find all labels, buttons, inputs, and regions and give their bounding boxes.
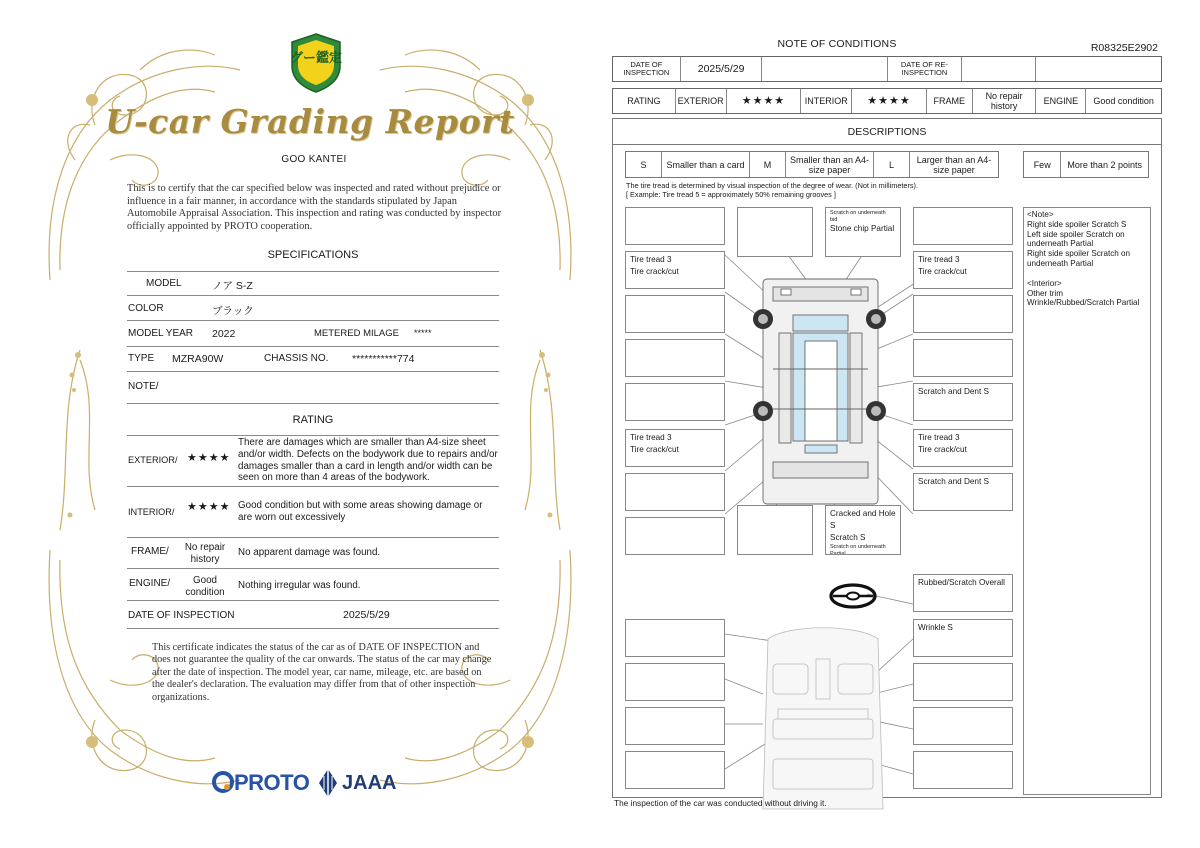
callout-text: Stone chip Partial xyxy=(830,224,895,233)
legend-s-text: Smaller than a card xyxy=(662,152,750,177)
date-of-inspection-value: 2025/5/29 xyxy=(343,609,390,621)
callout-text: Scratch S xyxy=(830,533,866,542)
frame-value: No repair history xyxy=(973,89,1037,113)
callout-empty xyxy=(625,383,725,421)
divider xyxy=(127,486,499,487)
callout-right-front-tire xyxy=(913,251,1013,289)
exterior-label: EXTERIOR/ xyxy=(128,455,178,465)
legend-few-code: Few xyxy=(1024,152,1061,177)
notes-heading: <Note> xyxy=(1027,210,1054,219)
callout-small-text: bid xyxy=(830,216,838,223)
notes-panel xyxy=(1023,207,1151,795)
callout-small-text: Scratch on underneath xyxy=(830,210,886,216)
grading-certificate xyxy=(40,30,580,810)
divider xyxy=(127,320,499,321)
date-of-inspection-label: DATE OF INSPECTION xyxy=(128,610,235,621)
date-of-inspection-value: 2025/5/29 xyxy=(681,57,763,81)
model-value: ノア S-Z xyxy=(212,280,253,292)
callout-text: Tire crack/cut xyxy=(918,445,967,454)
type-value: MZRA90W xyxy=(172,353,224,365)
callout-empty xyxy=(913,751,1013,789)
callout-text: Wrinkle S xyxy=(918,623,953,632)
tire-note-line-2: [ Example: Tire tread 5 = approximately 50% remaining grooves ] xyxy=(626,190,836,200)
note-title: NOTE OF CONDITIONS xyxy=(777,38,897,50)
callout-text: Tire crack/cut xyxy=(630,445,679,454)
color-value: ブラック xyxy=(212,305,254,317)
descriptions-heading: DESCRIPTIONS xyxy=(613,119,1161,145)
callout-empty xyxy=(913,663,1013,701)
callout-interior xyxy=(913,619,1013,657)
inspection-date-row xyxy=(612,56,1162,82)
tire-note-line-1: The tire tread is determined by visual inspection of the degree of wear. (Not in millimeters). xyxy=(626,181,919,190)
callout-empty xyxy=(913,707,1013,745)
callout-text: Tire tread 3 xyxy=(918,255,960,264)
rating-heading: RATING xyxy=(292,414,334,426)
callout-front-center xyxy=(825,207,901,257)
callout-left-rear-tire xyxy=(625,429,725,467)
callout-empty xyxy=(625,207,725,245)
callout-rear-center xyxy=(825,505,901,555)
badge-label: グー鑑定 xyxy=(289,51,343,66)
callout-empty xyxy=(913,295,1013,333)
rating-label: RATING xyxy=(613,89,676,113)
callout-small-text: Scratch on underneath Partial xyxy=(830,544,886,555)
frame-label: FRAME xyxy=(927,89,973,113)
callout-right-rear-dent xyxy=(913,473,1013,511)
steering-wheel-icon xyxy=(831,585,875,607)
callout-text: Tire crack/cut xyxy=(918,267,967,276)
interior-label: INTERIOR/ xyxy=(128,507,175,517)
callout-text: Cracked and Hole S xyxy=(830,509,896,530)
exterior-stars: ★★★★ xyxy=(187,452,231,464)
metered-mileage-value: ***** xyxy=(414,328,432,338)
chassis-value: ***********774 xyxy=(352,353,415,365)
divider xyxy=(127,403,499,404)
divider xyxy=(127,600,499,601)
interior-view-car xyxy=(763,628,883,809)
jaaa-logo xyxy=(318,768,408,798)
interior-item: Other trim xyxy=(1027,288,1063,298)
callout-empty xyxy=(625,473,725,511)
proto-logo-icon xyxy=(212,770,234,794)
callout-text: Tire tread 3 xyxy=(630,433,672,442)
date-of-reinspection-label: DATE OF RE-INSPECTION xyxy=(888,57,962,81)
legend-s-code: S xyxy=(626,152,662,177)
inspection-footnote: The inspection of the car was conducted without driving it. xyxy=(614,798,827,808)
interior-stars: ★★★★ xyxy=(852,89,927,113)
callout-text: Tire tread 3 xyxy=(918,433,960,442)
top-view-car xyxy=(763,279,878,504)
callout-text: Tire crack/cut xyxy=(630,267,679,276)
callout-empty xyxy=(913,207,1013,245)
interior-heading: <Interior> xyxy=(1027,278,1062,288)
engine-label: ENGINE xyxy=(1036,89,1086,113)
callout-empty xyxy=(913,339,1013,377)
note-item: Left side spoiler Scratch on underneath Partial xyxy=(1027,229,1125,249)
callout-empty xyxy=(737,505,813,555)
type-label: TYPE xyxy=(128,353,155,364)
metered-mileage-label: METERED MILAGE xyxy=(314,328,399,339)
divider xyxy=(127,346,499,347)
report-title: U-car Grading Report xyxy=(105,102,515,141)
proto-logo-text: PROTO xyxy=(234,770,310,795)
note-of-conditions xyxy=(612,36,1164,816)
jaaa-logo-text: JAAA xyxy=(342,772,397,794)
legend-few-text: More than 2 points xyxy=(1067,159,1142,170)
callout-right-side-dent xyxy=(913,383,1013,421)
report-subtitle: GOO KANTEI xyxy=(281,154,347,165)
callout-empty xyxy=(625,751,725,789)
color-label: COLOR xyxy=(128,303,164,314)
reference-number: R08325E2902 xyxy=(1090,42,1158,54)
chassis-label: CHASSIS NO. xyxy=(264,353,329,364)
exterior-label: EXTERIOR xyxy=(676,89,727,113)
callout-text: Scratch and Dent S xyxy=(918,477,989,486)
callout-left-front-tire xyxy=(625,251,725,289)
callout-steering xyxy=(913,574,1013,612)
interior-label: INTERIOR xyxy=(801,89,852,113)
callout-empty xyxy=(737,207,813,257)
jaaa-logo-icon xyxy=(318,768,338,798)
engine-label: ENGINE/ xyxy=(129,578,171,589)
certificate-intro: This is to certify that the car specified below was inspected and rated without prejudice or influence in a fair manner, in accordance with the standards stipulated by Japan Automobile Appraisal Association. This inspection and rating was conducted by inspector officially appointed by PROTO cooperation. xyxy=(127,183,502,232)
legend-l-code: L xyxy=(874,152,910,177)
exterior-stars: ★★★★ xyxy=(727,89,802,113)
interior-item: Wrinkle/Rubbed/Scratch Partial xyxy=(1027,298,1140,308)
interior-stars: ★★★★ xyxy=(187,501,231,513)
legend-l-text: Larger than an A4-size paper xyxy=(916,154,992,175)
interior-description: Good condition but with some areas showing damage or are worn out excessively xyxy=(238,500,483,523)
divider xyxy=(127,568,499,569)
callout-empty xyxy=(625,619,725,657)
divider xyxy=(127,537,499,538)
rating-row xyxy=(612,88,1162,114)
frame-value: No repair history xyxy=(184,542,226,565)
callout-empty xyxy=(625,339,725,377)
callout-empty xyxy=(625,663,725,701)
divider xyxy=(127,435,499,436)
callout-empty xyxy=(625,707,725,745)
callout-text: Rubbed/Scratch Overall xyxy=(918,578,1005,587)
descriptions-panel xyxy=(612,118,1162,798)
callout-text: Scratch and Dent S xyxy=(918,387,989,396)
note-item: Right side spoiler Scratch S xyxy=(1027,219,1127,229)
engine-description: Nothing irregular was found. xyxy=(238,580,361,591)
date-of-reinspection-value xyxy=(962,57,1037,81)
engine-value: Good condition xyxy=(1093,96,1154,106)
model-year-label: MODEL YEAR xyxy=(128,328,194,339)
callout-text: Tire tread 3 xyxy=(630,255,672,264)
blank-cell xyxy=(762,57,888,81)
callout-empty xyxy=(625,295,725,333)
goo-kantei-badge-icon xyxy=(288,32,344,94)
model-year-value: 2022 xyxy=(212,328,236,340)
divider xyxy=(127,628,499,629)
callout-empty xyxy=(625,517,725,555)
frame-description: No apparent damage was found. xyxy=(238,547,381,558)
divider xyxy=(127,295,499,296)
legend-m-code: M xyxy=(750,152,786,177)
frame-label: FRAME/ xyxy=(131,546,169,557)
exterior-description: There are damages which are smaller than A4-size sheet and/or width. Defects on the bodywork due to repairs and/or damages smaller than a card in length and/or width can be seen on more than 4 areas of the bodywork. xyxy=(238,437,498,484)
engine-value: Good condition xyxy=(185,575,225,598)
callout-right-rear-tire xyxy=(913,429,1013,467)
note-item: Right side spoiler Scratch on underneath Partial xyxy=(1027,249,1131,268)
date-of-inspection-label: DATE OF INSPECTION xyxy=(613,57,681,81)
divider xyxy=(127,371,499,372)
legend-m-text: Smaller than an A4-size paper xyxy=(786,152,874,177)
specifications-heading: SPECIFICATIONS xyxy=(267,249,359,261)
divider xyxy=(127,271,499,272)
note-label: NOTE/ xyxy=(128,381,159,392)
certificate-disclaimer: This certificate indicates the status of the car as of DATE OF INSPECTION and does not guarantee the quality of the car onwards. The status of the car may change after the date of inspection. The model year, car name, mileage, etc. are based on the dealer's declaration. The evaluation may differ from that of other inspection organizations. xyxy=(152,642,492,703)
model-label: MODEL xyxy=(146,278,182,289)
blank-cell xyxy=(1036,57,1161,81)
